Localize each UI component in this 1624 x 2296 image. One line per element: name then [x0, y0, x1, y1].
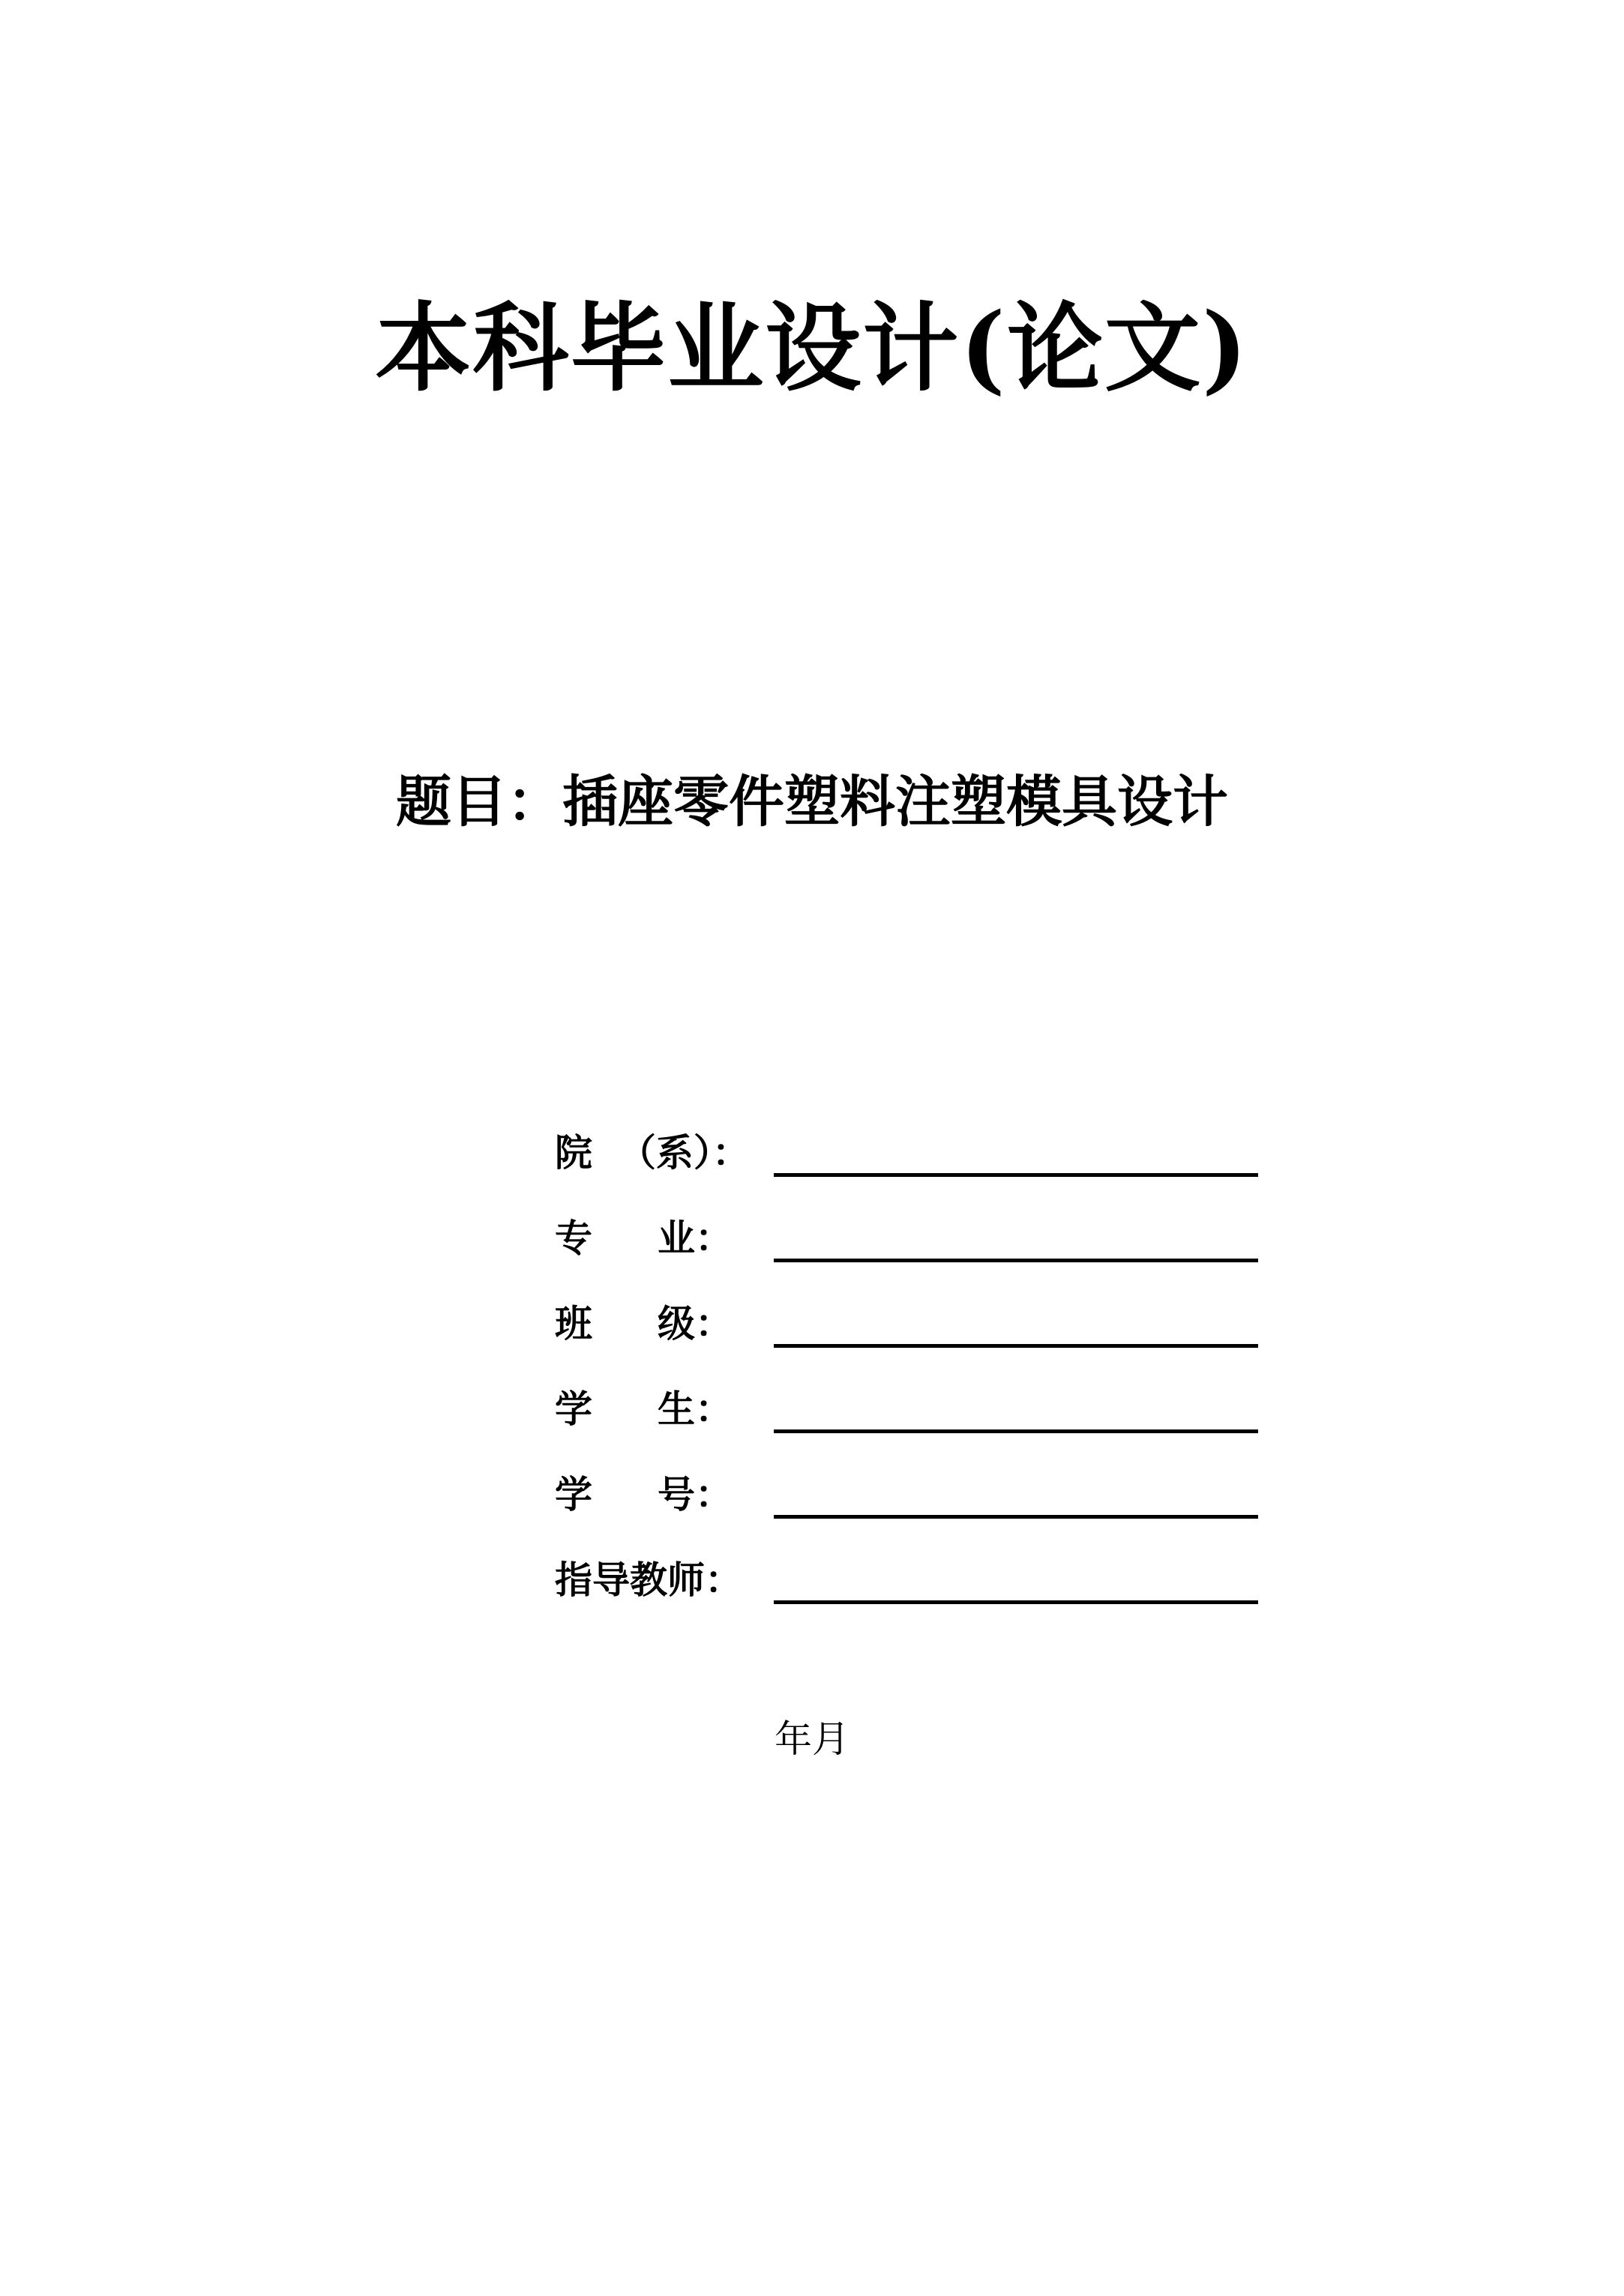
field-label: 院 （系）：: [555, 1130, 750, 1175]
field-student: [555, 1358, 1267, 1444]
field-label: 班 级：: [555, 1301, 733, 1346]
thesis-topic: 题目：插座零件塑料注塑模具设计: [396, 770, 1228, 834]
blank-line: [774, 1429, 1258, 1433]
field-department: [555, 1102, 1267, 1187]
date-line: 年月: [775, 1717, 849, 1761]
blank-line: [774, 1515, 1258, 1519]
blank-line: [774, 1600, 1258, 1604]
field-label: 学 号：: [555, 1472, 733, 1516]
document-title: 本科毕业设计(论文): [375, 292, 1249, 405]
field-advisor: [555, 1529, 1267, 1615]
field-label: 指导教师：: [555, 1558, 742, 1602]
field-major: [555, 1187, 1267, 1273]
field-class: [555, 1273, 1267, 1358]
field-student-id: [555, 1444, 1267, 1529]
blank-line: [774, 1344, 1258, 1348]
field-label: 学 生：: [555, 1387, 733, 1431]
blank-line: [774, 1173, 1258, 1177]
field-label: 专 业：: [555, 1216, 733, 1260]
info-form: [555, 1102, 1267, 1615]
blank-line: [774, 1259, 1258, 1262]
